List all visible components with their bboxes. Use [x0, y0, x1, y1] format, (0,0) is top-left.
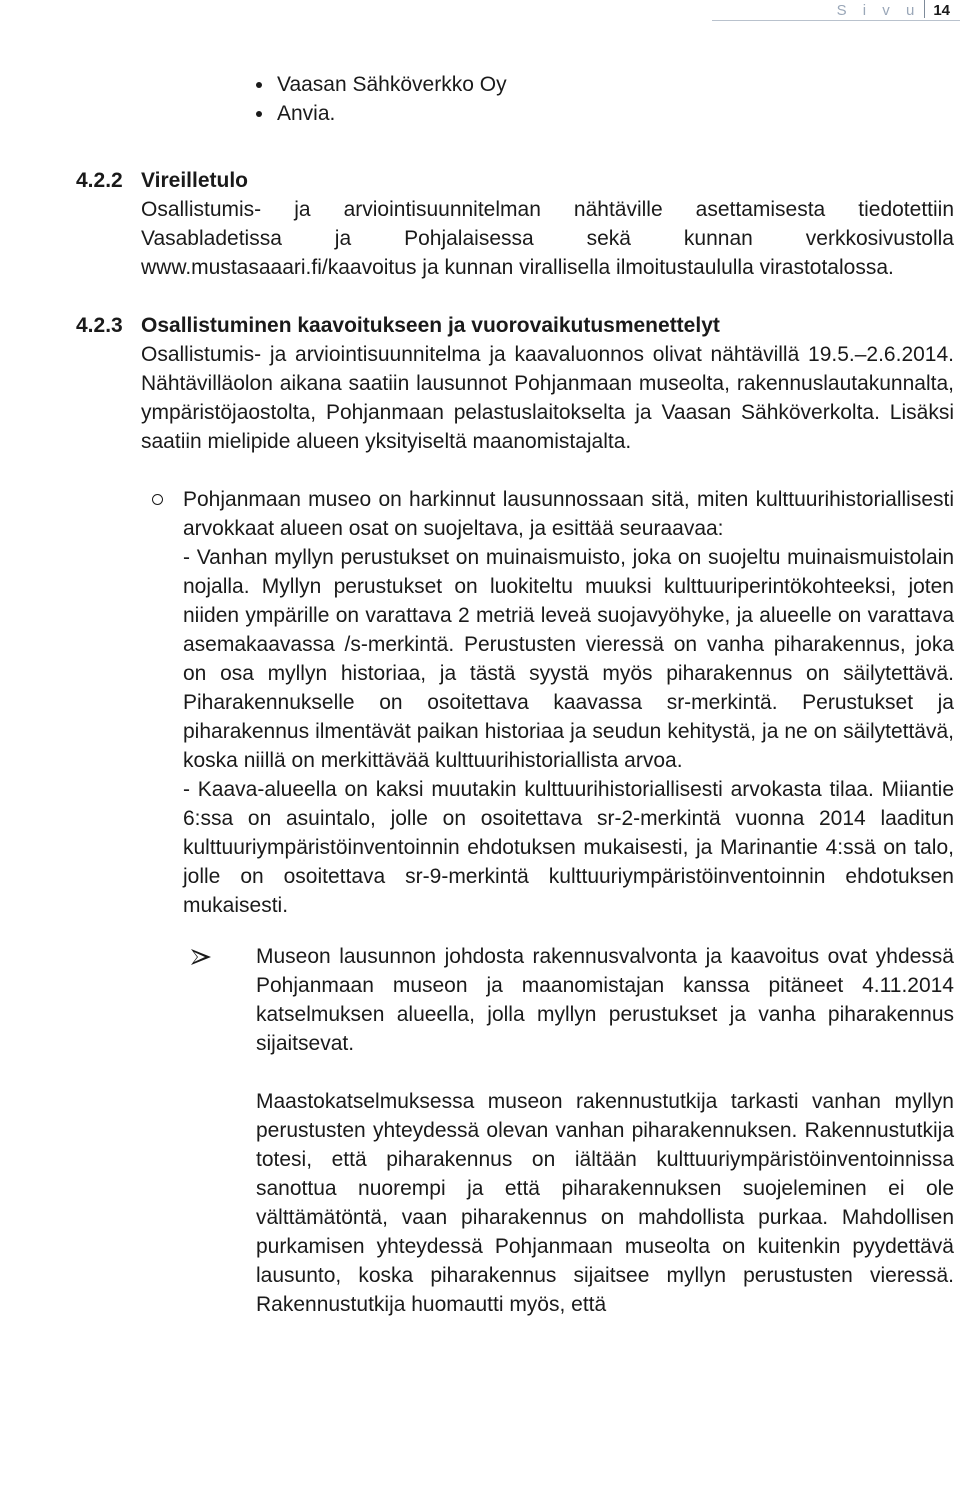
bullet-dot-icon	[256, 82, 262, 88]
section-text: Osallistumis- ja arviointisuunnitelma ja kaavaluonnos olivat nähtävillä 19.5.–2.6.2014. Nähtävilläolon aikana saatiin lausunnot Pohjanmaan museolta, rakennuslautakunnalta, ympäristöjaostolta, Pohjanmaan pelastuslaitokselta ja Vaasan Sähköverkolta. Lisäksi saatiin mielipide alueen yksityiseltä maanomistajalta.	[141, 343, 954, 453]
response-text: Museon lausunnon johdosta rakennusvalvonta ja kaavoitus ovat yhdessä Pohjanmaan museon ja maanomistajan kanssa pitäneet 4.11.2014 katselmuksen alueella, jolla myllyn perustukset ja vanha piharakennus sijaitsevat.	[256, 945, 954, 1055]
statement-intro: Pohjanmaan museo on harkinnut lausunnossaan sitä, miten kulttuurihistoriallisesti arvokkaat alueen osat on suojeltava, ja esittää seuraavaa:	[183, 488, 954, 540]
section-text: Osallistumis- ja arviointisuunnitelman nähtäville asettamisesta tiedotettiin Vasabladetissa ja Pohjalaisessa sekä kunnan verkkosivustolla www.mustasaaari.fi/kaavoitus ja kunnan virallisella ilmoitustaululla virastotalossa.	[141, 198, 954, 279]
page-header	[837, 0, 950, 20]
header-divider	[924, 0, 925, 18]
list-item: Vaasan Sähköverkko Oy	[0, 70, 960, 99]
recipient-list	[0, 70, 960, 128]
arrowhead-bullet-icon	[190, 949, 212, 965]
page-number: 14	[933, 2, 950, 19]
bullet-dot-icon	[256, 111, 262, 117]
page-label: S i v u	[836, 2, 921, 19]
statement-item: - Vanhan myllyn perustukset on muinaismuisto, joka on suojeltu muinaismuistolain nojalla. Myllyn perustukset on luokiteltu muuksi kulttuuriperintökohteeksi, joten niiden ympärille on varattava 2 metriä leveä suojavyöhyke, ja alueelle on varattava asemakaavassa /s-merkintä. Perustusten vieressä on vanha piharakennus, joka on osa myllyn historiaa, ja tästä syystä myös piharakennus on säilytettävä. Piharakennukselle on osoitettava kaavassa sr-merkintä. Perustukset ja piharakennus ilmentävät paikan historiaa ja seudun kehitystä, ja ne on säilytettävä, koska niillä on merkittävää kulttuurihistoriallista arvoa.	[183, 546, 954, 772]
section-4-2-2	[0, 166, 960, 282]
document-body	[0, 70, 960, 1319]
section-title: Osallistuminen kaavoitukseen ja vuorovaikutusmenettelyt	[141, 314, 720, 337]
inspection-text: Maastokatselmuksessa museon rakennustutkija tarkasti vanhan myllyn perustusten yhteydessä olevan vanhan piharakennuksen. Rakennustutkija totesi, että piharakennus on iältään kulttuuriympäristöinventoinnissa sanottua nuorempi ja että piharakennuksen suojeleminen ei ole välttämätöntä, vaan piharakennus on mahdollista purkaa. Mahdollisen purkamisen yhteydessä Pohjanmaan museolta on kuitenkin pyydettävä lausunto, koska piharakennus sijaitsee myllyn perustusten vieressä. Rakennustutkija huomautti myös, että	[256, 1090, 954, 1316]
section-number: 4.2.3	[76, 314, 123, 337]
section-4-2-3	[0, 311, 960, 456]
section-number: 4.2.2	[76, 169, 123, 192]
statement-item: - Kaava-alueella on kaksi muutakin kulttuurihistoriallisesti arvokasta tilaa. Miiantie 6:ssa on asuintalo, jolle on osoitettava sr-2-merkintä vuonna 2014 laaditun kulttuuriympäristöinventoinnin ehdotuksen mukaisesti, ja Marinantie 4:ssä on talo, jolle on osoitettava sr-9-merkintä kulttuuriympäristöinventoinnin ehdotuksen mukaisesti.	[183, 778, 954, 917]
bullet-circle-icon	[152, 494, 163, 505]
list-item: Anvia.	[0, 99, 960, 128]
museum-statement	[183, 485, 954, 920]
section-title: Vireilletulo	[141, 169, 248, 192]
header-rule	[712, 20, 960, 21]
response-block	[256, 942, 954, 1058]
